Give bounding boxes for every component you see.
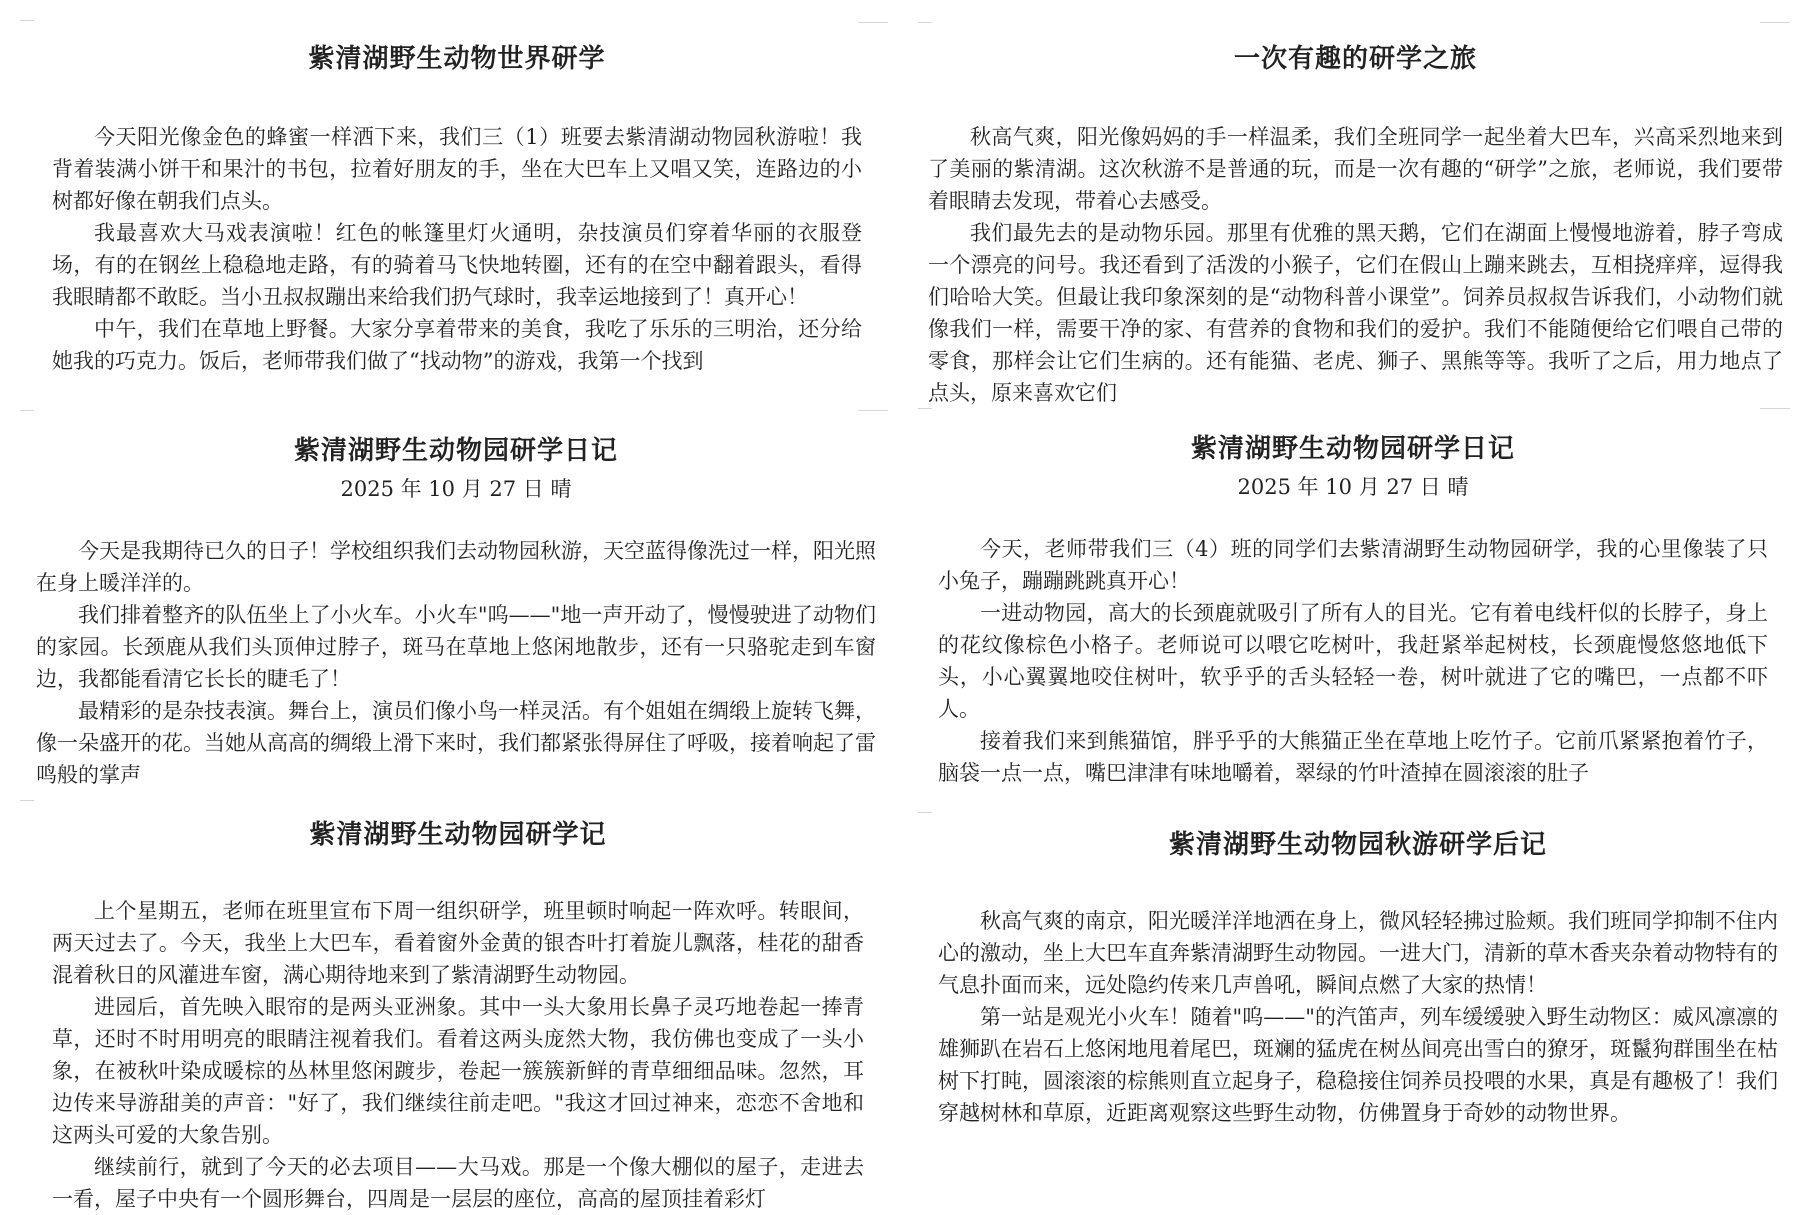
document-date: 2025 年 10 月 27 日 晴	[1237, 475, 1469, 499]
document-title: 紫清湖野生动物园研学记	[309, 820, 607, 850]
paragraph: 上个星期五，老师在班里宣布下周一组织研学，班里顿时响起一阵欢呼。转眼间，两天过去了。今天，我坐上大巴车，看着窗外金黄的银杏叶打着旋儿飘落，桂花的甜香混着秋日的风灌进车窗，满心期待地来到了紫清湖野生动物园。	[52, 899, 864, 987]
paragraph: 今天阳光像金色的蜂蜜一样洒下来，我们三（1）班要去紫清湖动物园秋游啦！我背着装满小饼干和果汁的书包，拉着好朋友的手，坐在大巴车上又唱又笑，连路边的小树都好像在朝我们点头。	[52, 125, 862, 213]
paragraph: 我们排着整齐的队伍坐上了小火车。小火车"呜——"地一声开动了，慢慢驶进了动物们的家园。长颈鹿从我们头顶伸过脖子，斑马在草地上悠闲地散步，还有一只骆驼走到车窗边，我都能看清它长长的睫毛了！	[36, 603, 876, 691]
paragraph: 接着我们来到熊猫馆，胖乎乎的大熊猫正坐在草地上吃竹子。它前爪紧紧抱着竹子，脑袋一点一点，嘴巴津津有味地嚼着，翠绿的竹叶渣掉在圆滚滚的肚子	[938, 729, 1768, 785]
document-panel-2	[928, 38, 1783, 405]
document-title: 紫清湖野生动物园研学日记	[1190, 434, 1515, 464]
document-panel-1	[52, 38, 862, 390]
document-date: 2025 年 10 月 27 日 晴	[340, 477, 572, 501]
document-title: 紫清湖野生动物世界研学	[308, 44, 606, 74]
paragraph: 第一站是观光小火车！随着"呜——"的汽笛声，列车缓缓驶入野生动物区：威风凛凛的雄狮趴在岩石上悠闲地甩着尾巴，斑斓的猛虎在树丛间亮出雪白的獠牙，斑鬣狗群围坐在枯树下打盹，圆滚滚的棕熊则直立起身子，稳稳接住饲养员投喂的水果，真是有趣极了！我们穿越树林和草原，近距离观察这些野生动物，仿佛置身于奇妙的动物世界。	[938, 1005, 1778, 1125]
document-panel-6	[938, 824, 1778, 1188]
paragraph: 秋高气爽，阳光像妈妈的手一样温柔，我们全班同学一起坐着大巴车，兴高采烈地来到了美丽的紫清湖。这次秋游不是普通的玩，而是一次有趣的“研学”之旅，老师说，我们要带着眼睛去发现，带着心去感受。	[928, 125, 1783, 213]
paragraph: 进园后，首先映入眼帘的是两头亚洲象。其中一头大象用长鼻子灵巧地卷起一捧青草，还时不时用明亮的眼睛注视着我们。看着这两头庞然大物，我仿佛也变成了一头小象，在被秋叶染成暖棕的丛林里悠闲踱步，卷起一簇簇新鲜的青草细细品味。忽然，耳边传来导游甜美的声音："好了，我们继续往前走吧。"我这才回过神来，恋恋不舍地和这两头可爱的大象告别。	[52, 995, 864, 1147]
paragraph: 我们最先去的是动物乐园。那里有优雅的黑天鹅，它们在湖面上慢慢地游着，脖子弯成一个漂亮的问号。我还看到了活泼的小猴子，它们在假山上蹦来跳去，互相挠痒痒，逗得我们哈哈大笑。但最让我印象深刻的是“动物科普小课堂”。饲养员叔叔告诉我们，小动物们就像我们一样，需要干净的家、有营养的食物和我们的爱护。我们不能随便给它们喂自己带的零食，那样会让它们生病的。还有能猫、老虎、狮子、黑熊等等。我听了之后，用力地点了点头，原来喜欢它们	[928, 221, 1783, 405]
paragraph: 秋高气爽的南京，阳光暖洋洋地洒在身上，微风轻轻拂过脸颊。我们班同学抑制不住内心的激动，坐上大巴车直奔紫清湖野生动物园。一进大门，清新的草木香夹杂着动物特有的气息扑面而来，远处隐约传来几声兽吼，瞬间点燃了大家的热情！	[938, 909, 1778, 997]
paragraph: 中午，我们在草地上野餐。大家分享着带来的美食，我吃了乐乐的三明治，还分给她我的巧克力。饭后，老师带我们做了“找动物”的游戏，我第一个找到	[52, 317, 862, 373]
document-title: 一次有趣的研学之旅	[1233, 44, 1477, 74]
document-panel-4	[938, 428, 1768, 785]
document-title: 紫清湖野生动物园研学日记	[293, 436, 618, 466]
document-panel-5	[52, 814, 864, 1211]
paragraph: 继续前行，就到了今天的必去项目——大马戏。那是一个像大棚似的屋子，走进去一看，屋子中央有一个圆形舞台，四周是一层层的座位，高高的屋顶挂着彩灯	[52, 1155, 864, 1211]
paragraph: 今天，老师带我们三（4）班的同学们去紫清湖野生动物园研学，我的心里像装了只小兔子，蹦蹦跳跳真开心！	[938, 537, 1768, 593]
paragraph: 一进动物园，高大的长颈鹿就吸引了所有人的目光。它有着电线杆似的长脖子，身上的花纹像棕色小格子。老师说可以喂它吃树叶，我赶紧举起树枝，长颈鹿慢悠悠地低下头，小心翼翼地咬住树叶，软乎乎的舌头轻轻一卷，树叶就进了它的嘴巴，一点都不吓人。	[938, 601, 1768, 721]
document-panel-3	[36, 430, 876, 790]
paragraph: 最精彩的是杂技表演。舞台上，演员们像小鸟一样灵活。有个姐姐在绸缎上旋转飞舞，像一朵盛开的花。当她从高高的绸缎上滑下来时，我们都紧张得屏住了呼吸，接着响起了雷鸣般的掌声	[36, 699, 876, 787]
paragraph: 我最喜欢大马戏表演啦！红色的帐篷里灯火通明，杂技演员们穿着华丽的衣服登场，有的在钢丝上稳稳地走路，有的骑着马飞快地转圈，还有的在空中翻着跟头，看得我眼睛都不敢眨。当小丑叔叔蹦出来给我们扔气球时，我幸运地接到了！真开心！	[52, 221, 862, 309]
document-title: 紫清湖野生动物园秋游研学后记	[1168, 830, 1547, 860]
paragraph: 今天是我期待已久的日子！学校组织我们去动物园秋游，天空蓝得像洗过一样，阳光照在身上暖洋洋的。	[36, 539, 876, 595]
